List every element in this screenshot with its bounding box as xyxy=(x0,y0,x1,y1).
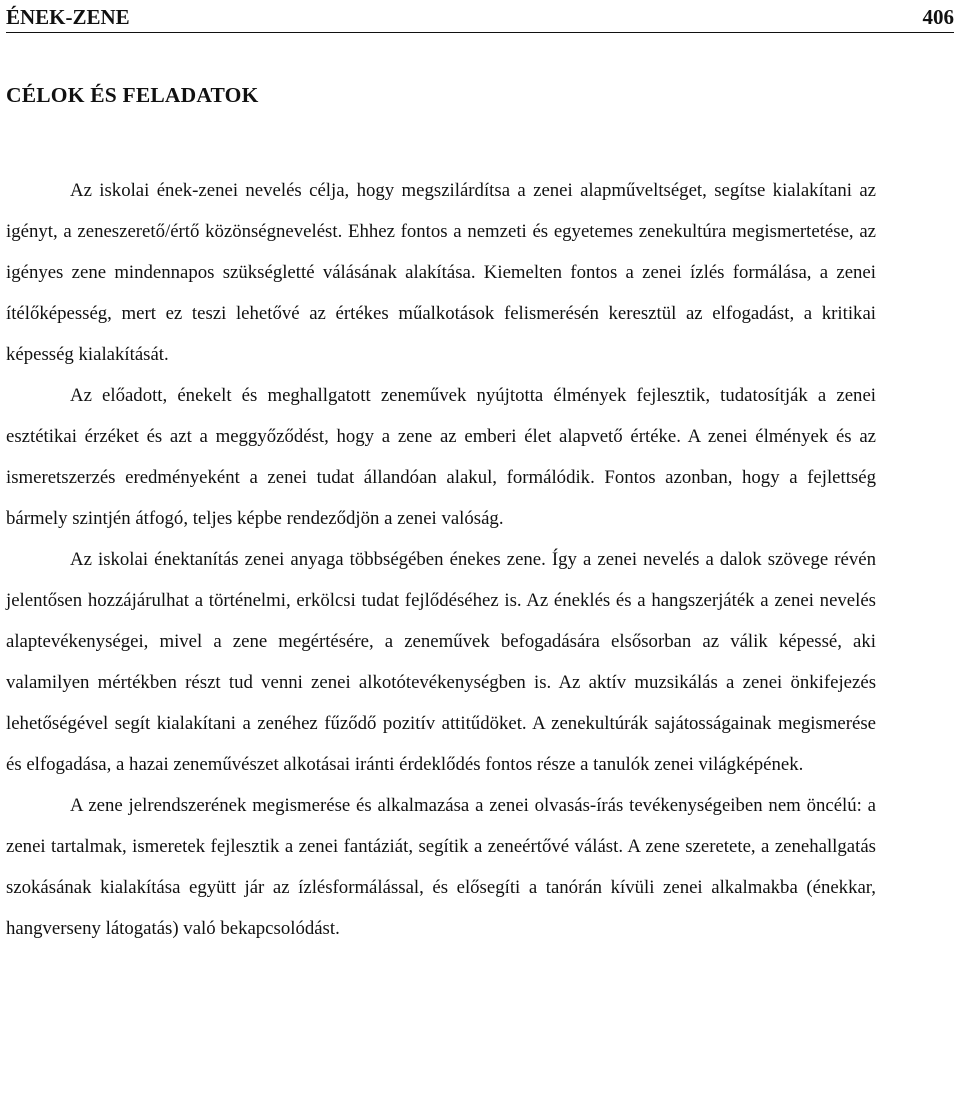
paragraph: Az előadott, énekelt és meghallgatott zeneművek nyújtotta élmények fejlesztik, tudatosítják a zenei esztétikai érzéket és azt a meggyőződést, hogy a zene az emberi élet alapvető értéke. A zenei élmények és az ismeretszerzés eredményeként a zenei tudat állandóan alakul, formálódik. Fontos azonban, hogy a fejlettség bármely szintjén átfogó, teljes képbe rendeződjön a zenei valóság. xyxy=(6,385,876,529)
paragraph: Az iskolai énektanítás zenei anyaga többségében énekes zene. Így a zenei nevelés a dalok szövege révén jelentősen hozzájárulhat a történelmi, erkölcsi tudat fejlődéséhez is. Az éneklés és a hangszerjáték a zenei nevelés alaptevékenységei, mivel a zene megértésére, a zeneművek befogadására elsősorban az válik képessé, aki valamilyen mértékben részt tud venni zenei alkotótevékenységben is. Az aktív muzsikálás a zenei önkifejezés lehetőségével segít kialakítani a zenéhez fűződő pozitív attitűdöket. A zenekultúrák sajátosságainak megismerése és elfogadása, a hazai zeneművészet alkotásai iránti érdeklődés fontos része a tanulók zenei világképének. xyxy=(6,549,876,775)
section-title: CÉLOK ÉS FELADATOK xyxy=(6,83,259,107)
header-subject: ÉNEK-ZENE xyxy=(6,5,130,29)
paragraph: Az iskolai ének-zenei nevelés célja, hogy megszilárdítsa a zenei alapműveltséget, segítse kialakítani az igényt, a zeneszerető/értő közönségnevelést. Ehhez fontos a nemzeti és egyetemes zenekultúra megismertetése, az igényes zene mindennapos szükségletté válásának alakítása. Kiemelten fontos a zenei ízlés formálása, a zenei ítélőképesség, mert ez teszi lehetővé az értékes műalkotások felismerésén keresztül az elfogadást, a kritikai képesség kialakítását. xyxy=(6,180,876,365)
running-header xyxy=(6,2,954,33)
body-text xyxy=(6,170,876,949)
paragraph: A zene jelrendszerének megismerése és alkalmazása a zenei olvasás-írás tevékenységeiben nem öncélú: a zenei tartalmak, ismeretek fejlesztik a zenei fantáziát, segítik a zeneértővé válást. A zene szeretete, a zenehallgatás szokásának kialakítása együtt jár az ízlésformálással, és elősegíti a tanórán kívüli zenei alkalmakba (énekkar, hangverseny látogatás) való bekapcsolódást. xyxy=(6,795,876,939)
page-number: 406 xyxy=(922,5,954,29)
